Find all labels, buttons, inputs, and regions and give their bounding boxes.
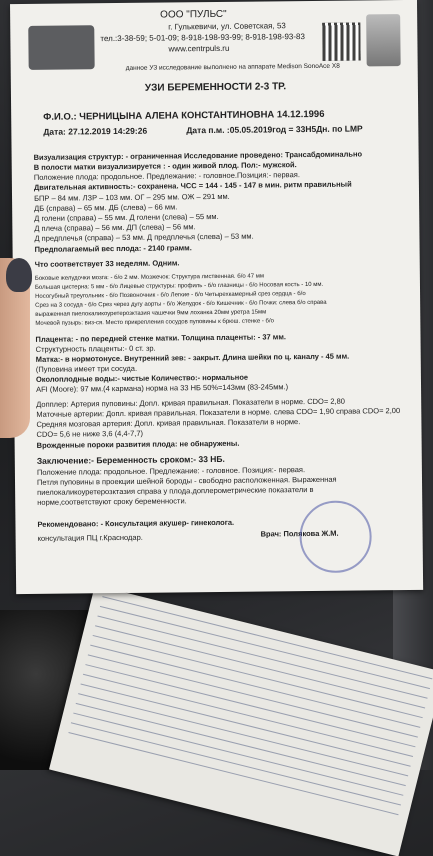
report-line: Что соответствует 33 неделям. Одним. — [34, 258, 180, 269]
report-line: пиелокаликоуретерозктазия справа у плода.доплерометрические показатели в — [37, 484, 314, 497]
report-line: Допплер: Артерия пуповины: Допл. кривая правильная. Показатели в норме. CDO= 2,80 — [36, 396, 345, 409]
patient-name: Ф.И.О.: ЧЕРНИЦЫНА АЛЕНА КОНСТАНТИНОВНА 14.12.1996 — [43, 108, 325, 123]
exam-date: Дата: 27.12.2019 14:29:26 — [43, 125, 148, 137]
org-address: г. Гулькевичи, ул. Советская, 53 — [168, 21, 286, 32]
ultrasound-device-image — [366, 14, 401, 66]
report-line: Боковые желудочки мозга: - б/о 2 мм. Мозжечок: Структура лиственная. б/о 47 мм — [34, 273, 264, 282]
clinic-stamp — [299, 500, 372, 573]
org-name: ООО "ПУЛЬС" — [160, 8, 227, 21]
qr-code — [322, 22, 360, 60]
report-line: норме,соответствуют сроку беременности. — [37, 496, 187, 507]
report-line: Визуализация структур: - ограниченная Исследование проведено: Трансабдоминально — [33, 149, 363, 162]
report-line: (Пуповина имеет три сосуда. — [35, 363, 138, 374]
org-phones: тел.:3-38-59; 5-01-09; 8-918-198-93-99; 8-918-198-93-83 — [100, 32, 305, 44]
report-line: выраженная пиелокаликоуретерозктазия чашечки 9мм лоханка 20мм уретра 15мм — [35, 309, 267, 318]
report-line: Срез на 3 сосуда - б/о Срез через дугу аорты - б/о Желудок - б/о Кишечник - б/о Почки: слева б/о справа — [35, 299, 327, 309]
report-line: Д голени (справа) – 55 мм. Д голени (слева) – 55 мм. — [34, 211, 219, 223]
report-line: AFI (Моore): 97 мм.(4 кармана) норма на 33 НБ 50%=143мм (83-245мм.) — [35, 382, 289, 394]
lmp-date: Дата п.м. :05.05.2019год = 33Н5Дн. по LMP — [186, 123, 363, 136]
device-note: данное УЗ исследование выполнено на аппарате Medison SonoAce X8 — [125, 62, 340, 72]
doctor-signature: Врач: Полякова Ж.М. — [260, 528, 339, 539]
report-line: Д предплечья (справа) – 53 мм. Д предплечья (слева) – 53 мм. — [34, 231, 254, 243]
report-line: Петля пуповины в проекции шейной бороды - свободно расположенная. Выраженная — [36, 474, 337, 487]
report-line: Матка:- в нормотонусе. Внутренний зев: - закрыт. Длина шейки по ц. каналу - 45 мм. — [35, 351, 350, 364]
report-line: CDO= 5,6 не ниже 3,6 (4,4-7,7) — [36, 428, 144, 439]
report-line: Положение плода: продольное. Предлежание: - головное. Позиция:- первая. — [36, 465, 306, 477]
report-line: Двигательная активность:- сохранена. ЧСС = 144 - 145 - 147 в мин. ритм правильный — [33, 179, 352, 192]
report-line: В полости матки визуализируется : - один живой плод. Пол:- мужской. — [33, 160, 297, 172]
report-line: Плацента: - по передней стенке матки. Толщина плаценты: - 37 мм. — [35, 332, 287, 344]
report-title: УЗИ БЕРЕМЕННОСТИ 2-3 ТР. — [144, 81, 287, 94]
report-line: Большая цистерна: 5 мм - б/о Лицевые структуры: профиль - б/о глазницы - б/о Носовая кость - 10 мм. — [34, 281, 324, 291]
fingernail — [6, 258, 32, 292]
report-line: ДБ (справа) – 65 мм. ДБ (слева) – 66 мм. — [34, 202, 178, 213]
report-line: Носогубный треугольник - б/о Позвоночник - б/о Легкие - б/о Четырехкамерный срез сердца - б/о — [35, 291, 306, 300]
ultrasound-report — [10, 0, 423, 594]
report-line: Положение плода: продольное. Предлежание: - головное.Позиция:- первая. — [33, 170, 300, 182]
conclusion-heading: Заключение:- Беременность сроком:- 33 НБ. — [36, 453, 225, 466]
report-line: БПР – 84 мм. ЛЗР – 103 мм. ОГ – 295 мм. ОЖ – 291 мм. — [33, 191, 230, 203]
report-line: Маточные артерии: Допл. кривая правильная. Показатели в норме. слева CDO= 1,90 справа CDO= 2,00 — [36, 406, 401, 419]
report-line: Структурность плаценты:- 0 ст. зр. — [35, 343, 156, 354]
report-line: Мочевой пузырь: виз-ся. Место прикрепления сосудов пуповины к брюш. стенке - б/о — [35, 318, 274, 327]
report-line: Средняя мозговая артерия: Допл. кривая правильная. Показатели в норме. — [36, 417, 301, 429]
report-line: Околоплодные воды:- чистые Количество:- нормальное — [35, 372, 249, 384]
recommendation: Рекомендовано: - Консультация акушер- гинеколога. — [37, 517, 235, 529]
report-line: Врожденные пороки развития плода: не обнаружены. — [36, 438, 240, 450]
report-line: Предполагаемый вес плода: - 2140 грамм. — [34, 243, 192, 254]
recommendation-2: консультация ПЦ г.Краснодар. — [37, 532, 143, 543]
contract-page — [49, 585, 433, 856]
org-site: www.centrpuls.ru — [168, 43, 230, 54]
clinic-logo — [28, 25, 94, 70]
report-line: Д плеча (справа) – 56 мм. ДП (слева) – 56 мм. — [34, 222, 196, 233]
